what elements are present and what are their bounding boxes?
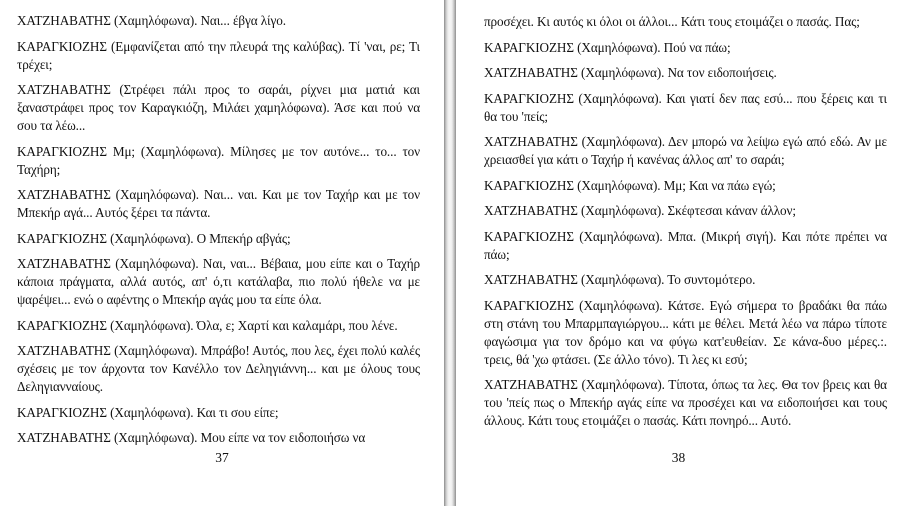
paragraph: ΧΑΤΖΗΑΒΑΤΗΣ (Χαμηλόφωνα). Ναι, ναι... Βέβαια, μου είπε και ο Ταχήρ κάποια πράγματα, αλλά αυτός, απ' ό,τι κατάλαβα, πιο πολύ ήθελε να με ψαρέψει... ενώ ο αφέντης ο Μπεκήρ αγάς μου τα είπε όλα.	[17, 256, 420, 307]
paragraph: ΚΑΡΑΓΚΙΟΖΗΣ (Χαμηλόφωνα). Μμ; Και να πάω εγώ;	[484, 177, 776, 193]
left-page-text	[17, 12, 420, 447]
right-page-text	[484, 13, 887, 430]
paragraph: ΧΑΤΖΗΑΒΑΤΗΣ (Χαμηλόφωνα). Ναι... ναι. Και με τον Ταχήρ και με τον Μπεκήρ αγά... Αυτός ξέρει τα πάντα.	[17, 187, 420, 220]
paragraph: ΚΑΡΑΓΚΙΟΖΗΣ (Χαμηλόφωνα). Ο Μπεκήρ αβγάς;	[17, 230, 291, 246]
paragraph: ΚΑΡΑΓΚΙΟΖΗΣ (Χαμηλόφωνα). Και γιατί δεν πας εσύ... που ξέρεις και τι θα του 'πείς;	[484, 90, 887, 124]
paragraph: ΧΑΤΖΗΑΒΑΤΗΣ (Χαμηλόφωνα). Να τον ειδοποιήσεις.	[484, 65, 777, 80]
book-gutter	[444, 0, 456, 506]
right-page	[456, 0, 901, 506]
paragraph: ΚΑΡΑΓΚΙΟΖΗΣ (Χαμηλόφωνα). Και τι σου είπε;	[17, 404, 279, 420]
paragraph: ΚΑΡΑΓΚΙΟΖΗΣ (Χαμηλόφωνα). Μπα. (Μικρή σιγή). Και πότε πρέπει να πάω;	[484, 228, 887, 262]
paragraph: ΚΑΡΑΓΚΙΟΖΗΣ (Χαμηλόφωνα). Όλα, ε; Χαρτί και καλαμάρι, που λένε.	[17, 317, 398, 333]
paragraph: ΧΑΤΖΗΑΒΑΤΗΣ (Χαμηλόφωνα). Ναι... έβγα λίγο.	[17, 13, 286, 28]
paragraph: ΚΑΡΑΓΚΙΟΖΗΣ (Χαμηλόφωνα). Κάτσε. Εγώ σήμερα το βραδάκι θα πάω στη στάνη του Μπαρμπαγιώργου... κάτι με θέλει. Μετά λέω να πάρω τίποτε φαγώσιμα για τον δρόμο και να φύγω κατ'ευθείαν. Σε κάνα-δυο μέρες.:. τρεις, θά 'χω φτάσει. (Σε άλλο τόνο). Τι λες κι εσύ;	[484, 297, 887, 367]
paragraph: ΚΑΡΑΓΚΙΟΖΗΣ Μμ; (Χαμηλόφωνα). Μίλησες με τον αυτόνε... το... τον Ταχήρη;	[17, 143, 420, 177]
paragraph: προσέχει. Κι αυτός κι όλοι οι άλλοι... Κάτι τους ετοιμάζει ο πασάς. Πας;	[484, 14, 860, 29]
page-number: 37	[215, 450, 229, 465]
paragraph: ΚΑΡΑΓΚΙΟΖΗΣ (Χαμηλόφωνα). Πού να πάω;	[484, 39, 731, 55]
paragraph: ΧΑΤΖΗΑΒΑΤΗΣ (Χαμηλόφωνα). Δεν μπορώ να λείψω εγώ από εδώ. Αν με χρειασθεί για κάτι ο Ταχήρ ή κανένας άλλος απ' το σαράι;	[484, 134, 887, 167]
page-number: 38	[671, 450, 686, 465]
paragraph: ΧΑΤΖΗΑΒΑΤΗΣ (Χαμηλόφωνα). Σκέφτεσαι κάναν άλλον;	[484, 203, 796, 218]
paragraph: ΧΑΤΖΗΑΒΑΤΗΣ (Στρέφει πάλι προς το σαράι, ρίχνει μια ματιά και ξαναστράφει προς τον Καραγκιόζη, Μιλάει χαμηλόφωνα). Άσε και πού να σου τα λέω...	[17, 82, 420, 133]
paragraph: ΧΑΤΖΗΑΒΑΤΗΣ (Χαμηλόφωνα). Μου είπε να τον ειδοποιήσω να	[17, 430, 366, 445]
paragraph: ΧΑΤΖΗΑΒΑΤΗΣ (Χαμηλόφωνα). Μπράβο! Αυτός, που λες, έχει πολύ καλές σχέσεις με τον άρχοντα τον Κανέλλο τον Δεληγιάννη... και με όλους τους Δεληγιανναίους.	[17, 343, 420, 394]
paragraph: ΧΑΤΖΗΑΒΑΤΗΣ (Χαμηλόφωνα). Τίποτα, όπως τα λες. Θα τον βρεις και θα του 'πείς πως ο Μπεκήρ αγάς είπε να προσέχει και να ειδοποιήσει και τους άλλους. Κάτι τους ετοιμάζει ο πασάς. Κάτι πονηρό... Αυτό.	[484, 377, 887, 428]
paragraph: ΚΑΡΑΓΚΙΟΖΗΣ (Εμφανίζεται από την πλευρά της καλύβας). Τί 'ναι, ρε; Τι τρέχει;	[17, 38, 420, 72]
left-page	[0, 0, 444, 506]
paragraph: ΧΑΤΖΗΑΒΑΤΗΣ (Χαμηλόφωνα). Το συντομότερο.	[484, 272, 756, 287]
